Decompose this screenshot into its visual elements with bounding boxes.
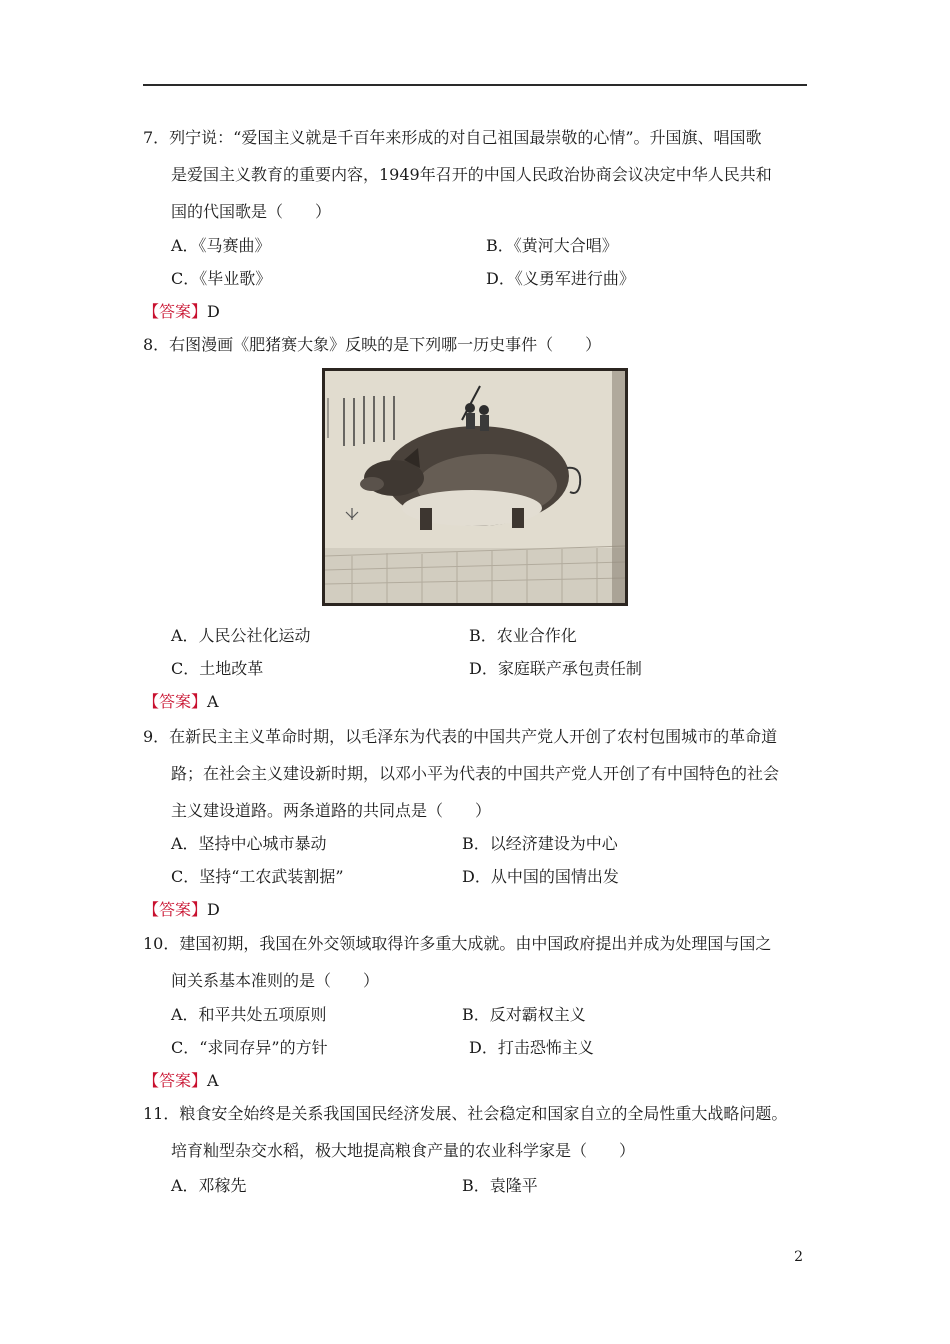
- q7-option-c: C．《毕业歌》: [171, 269, 272, 288]
- q9-stem-line-3: 主义建设道路。两条道路的共同点是（ ）: [171, 801, 492, 820]
- answer-label: 【答案】: [143, 692, 208, 711]
- q7-stem-line-3: 国的代国歌是（ ）: [171, 202, 332, 221]
- q7-stem-line-1: 7．列宁说：“爱国主义就是千百年来形成的对自己祖国最崇敬的心情”。升国旗、唱国歌: [143, 128, 762, 147]
- q9-option-a: A．坚持中心城市暴动: [171, 834, 327, 853]
- q11-option-a: A．邓稼先: [171, 1176, 247, 1195]
- q10-answer: [143, 1071, 219, 1091]
- q9-stem-line-2: 路；在社会主义建设新时期，以邓小平为代表的中国共产党人开创了有中国特色的社会: [171, 764, 780, 783]
- q11-option-b: B．袁隆平: [462, 1176, 538, 1195]
- q10-option-d: D．打击恐怖主义: [469, 1038, 594, 1057]
- q9-option-c: C．坚持“工农武装割据”: [171, 867, 344, 886]
- cartoon-fat-pig-image: [322, 368, 628, 606]
- q9-option-d: D．从中国的国情出发: [462, 867, 619, 886]
- q9-stem-line-1: 9．在新民主主义革命时期，以毛泽东为代表的中国共产党人开创了农村包围城市的革命道: [143, 727, 778, 746]
- q10-option-b: B．反对霸权主义: [462, 1005, 586, 1024]
- answer-value: A: [207, 692, 219, 711]
- q8-option-c: C．土地改革: [171, 659, 264, 678]
- answer-value: A: [207, 1071, 219, 1090]
- q10-stem-line-1: 10．建国初期，我国在外交领域取得许多重大成就。由中国政府提出并成为处理国与国之: [143, 934, 772, 953]
- q7-answer: [143, 302, 220, 322]
- answer-value: D: [207, 900, 220, 919]
- q10-option-a: A．和平共处五项原则: [171, 1005, 327, 1024]
- q9-option-b: B．以经济建设为中心: [462, 834, 618, 853]
- q11-stem-line-2: 培育籼型杂交水稻，极大地提高粮食产量的农业科学家是（ ）: [171, 1141, 636, 1160]
- answer-label: 【答案】: [143, 302, 208, 321]
- q10-stem-line-2: 间关系基本准则的是（ ）: [171, 971, 380, 990]
- q10-option-c: C．“求同存异”的方针: [171, 1038, 328, 1057]
- page-number: 2: [794, 1249, 803, 1265]
- answer-label: 【答案】: [143, 900, 208, 919]
- q7-option-a: A．《马赛曲》: [171, 236, 271, 255]
- answer-label: 【答案】: [143, 1071, 208, 1090]
- q8-answer: [143, 692, 219, 712]
- q8-option-a: A．人民公社化运动: [171, 626, 311, 645]
- q11-stem-line-1: 11．粮食安全始终是关系我国国民经济发展、社会稳定和国家自立的全局性重大战略问题。: [143, 1104, 788, 1123]
- q8-option-d: D．家庭联产承包责任制: [469, 659, 642, 678]
- q8-stem-line-1: 8．右图漫画《肥猪赛大象》反映的是下列哪一历史事件（ ）: [143, 335, 602, 354]
- q8-option-b: B．农业合作化: [469, 626, 577, 645]
- q9-answer: [143, 900, 220, 920]
- q7-stem-line-2: 是爱国主义教育的重要内容，1949年召开的中国人民政治协商会议决定中华人民共和: [171, 165, 772, 184]
- q7-option-d: D．《义勇军进行曲》: [486, 269, 635, 288]
- q7-option-b: B．《黄河大合唱》: [486, 236, 618, 255]
- answer-value: D: [207, 302, 220, 321]
- header-rule: [143, 84, 807, 86]
